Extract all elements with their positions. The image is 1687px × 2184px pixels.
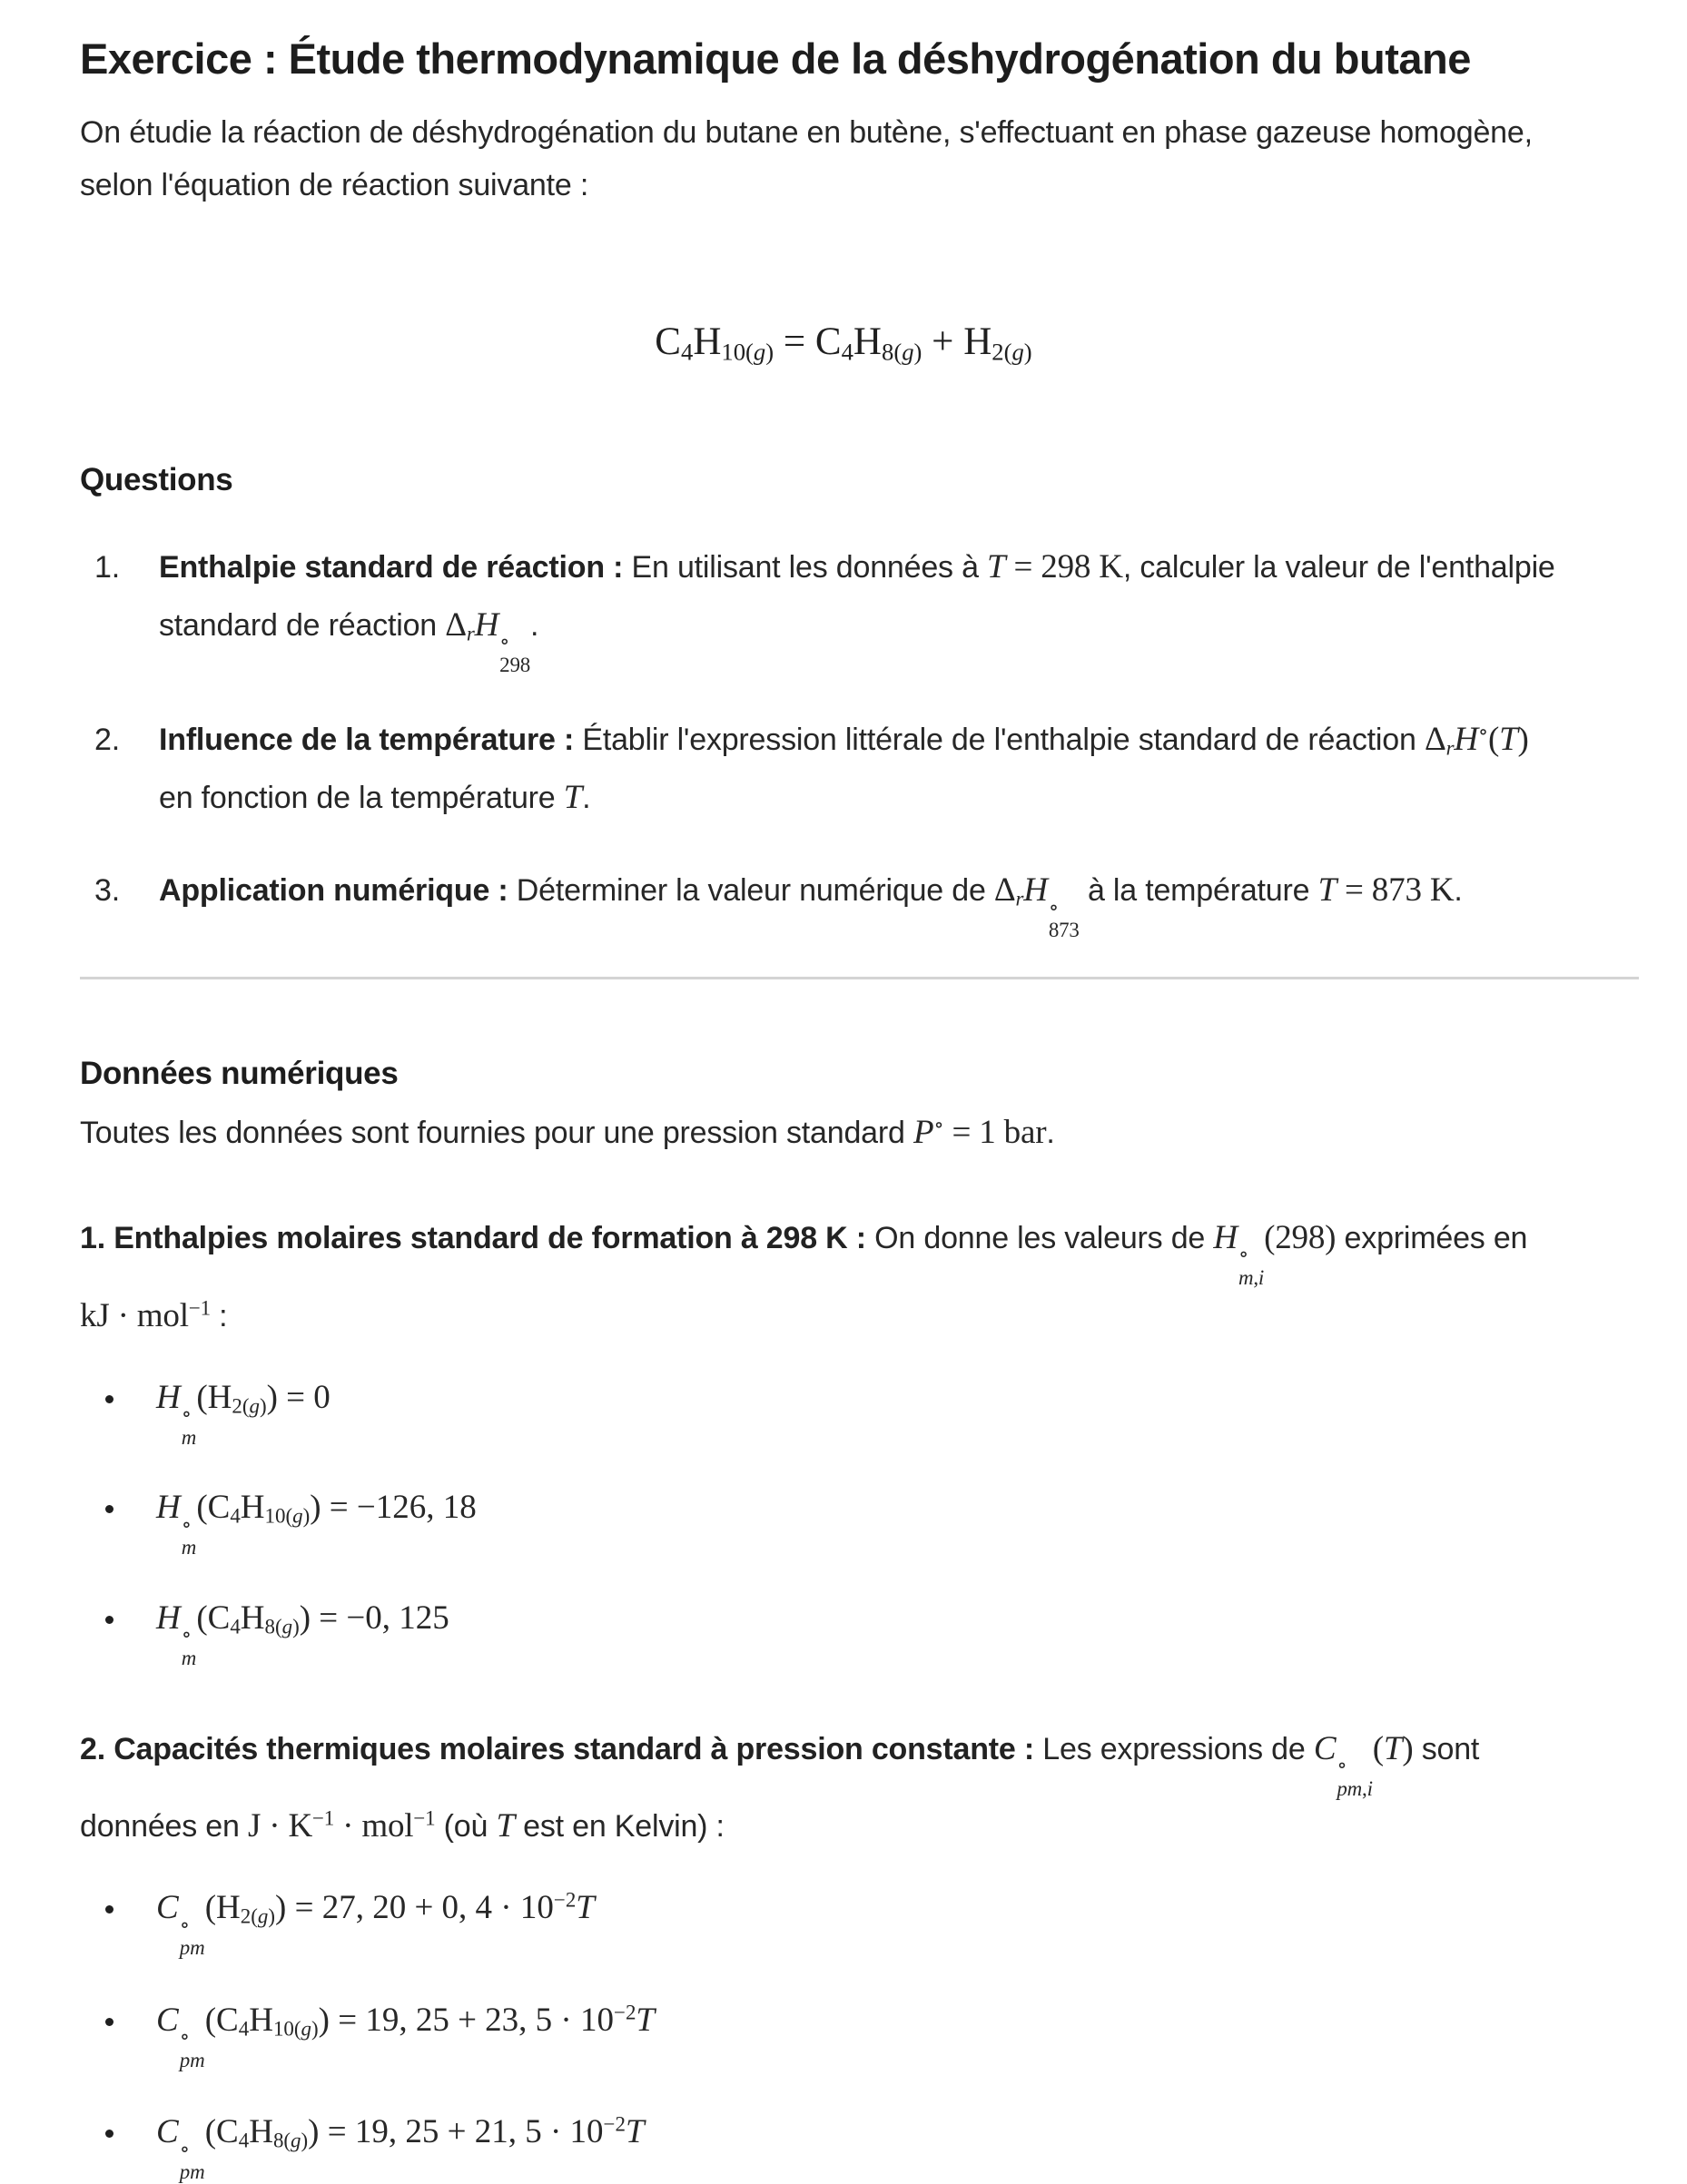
enthalpy-section-intro: 1. Enthalpies molaires standard de formation à 298 K : On donne les valeurs de H ∘ m,i (298) exprimées en kJ · mol$^{-1}$ :: [80, 1219, 1528, 1334]
numerical-data-heading: Données numériques: [80, 1056, 399, 1092]
section-divider: [80, 977, 1639, 979]
question-number: 2.: [94, 723, 120, 758]
inline-math: P∘ = 1 bar: [913, 1113, 1047, 1152]
bullet-icon: [105, 1505, 113, 1513]
math-expression: H ∘ m $(C_4H_{8(g)}) = -0$, 125: [156, 1599, 449, 1669]
questions-heading: Questions: [80, 461, 233, 497]
inline-math: $\Delta_rH$ ∘ 873: [993, 871, 1080, 942]
question-item-1: [80, 538, 1607, 677]
enthalpy-item-butane: [80, 1481, 1607, 1559]
bullet-icon: [105, 2130, 113, 2138]
inline-math: $\Delta_rH^\circ(T)$: [1424, 720, 1529, 761]
question-text: Application numérique : Déterminer la valeur numérique de $\Delta_rH$ ∘ 873 à la température T = 873 K.: [159, 871, 1463, 942]
inline-math: T: [563, 779, 583, 817]
intro-paragraph: On étudie la réaction de déshydrogénation du butane en butène, s'effectuant en phase gazeuse homogène, selon l'équation de réaction suivante :: [80, 115, 1533, 203]
enthalpy-item-h2: [80, 1372, 1607, 1450]
bullet-icon: [105, 2018, 113, 2026]
inline-math: T: [496, 1807, 515, 1845]
questions-list: [80, 538, 1607, 942]
inline-math: kJ · mol$^{-1}$: [80, 1296, 211, 1334]
question-number: 3.: [94, 873, 120, 909]
capacity-item-butane: [80, 1994, 1607, 2072]
capacity-item-h2: [80, 1882, 1607, 1960]
inline-math: C ∘ pm,i (T): [1313, 1729, 1414, 1800]
reaction-equation: $C_4H_{10(g)} = C_4H_{8(g)} + H_{2(g)}$: [655, 320, 1032, 366]
enthalpy-list: [80, 1372, 1607, 1670]
math-expression: H ∘ m $(H_{2(g)}) = 0$: [156, 1378, 330, 1449]
page-title: Exercice : Étude thermodynamique de la déshydrogénation du butane: [80, 34, 1471, 83]
question-text: Influence de la température : Établir l'expression littérale de l'enthalpie standard de réaction $\Delta_rH^\circ(T)$ en fonction de la température T.: [159, 720, 1529, 817]
question-item-3: [80, 861, 1607, 942]
bullet-icon: [105, 1395, 113, 1403]
question-text: Enthalpie standard de réaction : En utilisant les données à T = 298 K, calculer la valeur de l'enthalpie standard de réaction $\Delta_rH$ ∘ 298 .: [159, 547, 1555, 676]
inline-math: T = 873 K: [1317, 871, 1455, 910]
bullet-icon: [105, 1905, 113, 1913]
inline-math: T = 298 K: [987, 547, 1123, 585]
inline-math: $\Delta_rH$ ∘ 298: [445, 605, 531, 676]
pressure-note: Toutes les données sont fournies pour une pression standard P∘ = 1 bar.: [80, 1113, 1055, 1152]
question-item-2: [80, 711, 1607, 827]
math-expression: C ∘ pm $(C_4H_{8(g)}) = 19$, 25 + 21, $5 \cdot 10^{-2}T$: [156, 2112, 645, 2184]
inline-math: H ∘ m,i (298): [1213, 1219, 1337, 1290]
math-expression: C ∘ pm $(C_4H_{10(g)}) = 19$, 25 + 23, $5 \cdot 10^{-2}T$: [156, 2001, 655, 2071]
capacity-list: [80, 1882, 1607, 2184]
bullet-icon: [105, 1616, 113, 1624]
math-expression: H ∘ m $(C_4H_{10(g)}) = -126$, 18: [156, 1489, 477, 1559]
question-number: 1.: [94, 549, 120, 585]
math-expression: C ∘ pm $(H_{2(g)}) = 27$, 20 + 0, $4 \cdot 10^{-2}T$: [156, 1888, 595, 1960]
inline-math: $J \cdot K^{-1} \cdot mol^{-1}$: [247, 1806, 436, 1845]
capacity-section-intro: 2. Capacités thermiques molaires standard à pression constante : Les expressions de C ∘ pm,i (T) sont données en $J \cdot K^{-1} \cdot mol^{-1}$ (où T est en Kelvin) :: [80, 1729, 1480, 1845]
enthalpy-item-butene: [80, 1592, 1607, 1670]
capacity-item-butene: [80, 2106, 1607, 2184]
